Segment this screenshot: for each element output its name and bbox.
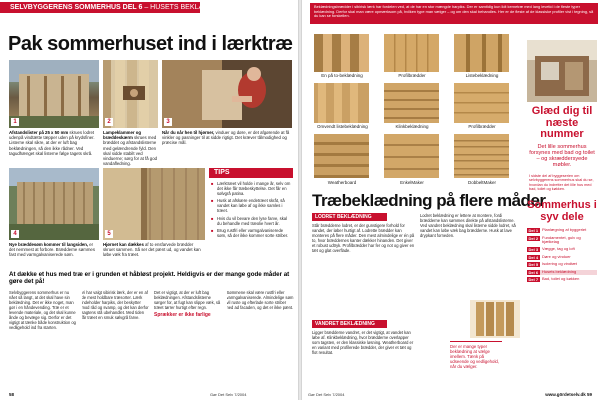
sample-dobbeltmaker <box>454 134 509 178</box>
photo-battens-image <box>9 60 99 128</box>
caption-2-bold: Lampeklammer og bræddeskærm <box>103 130 141 141</box>
part-text: Bad, toilet og køkken <box>542 276 580 282</box>
caption-4 <box>9 242 99 258</box>
part-tag: Del 5 <box>528 262 539 268</box>
sample-label: Profilbrædder <box>468 124 496 129</box>
sidebar-text: Det lille sommerhus forsynes med bad og toilet – og skræddersyede møbler. <box>529 143 595 169</box>
part-text: Fundamentet, gulv og bjælkelag <box>542 234 581 245</box>
sample-liste <box>454 34 509 72</box>
series-part <box>527 236 597 245</box>
photo-number: 4 <box>11 230 19 238</box>
photo-wall-long-image <box>9 168 99 240</box>
detail-diagram-image <box>470 300 520 338</box>
sample-klink-image <box>384 83 439 123</box>
tips-body <box>209 178 293 243</box>
section-bar-vandret: VANDRET BEKLÆDNING <box>312 320 387 328</box>
photo-wall-long <box>9 168 99 240</box>
series-bar <box>0 2 228 13</box>
caption-3-bold: Når du når hen til hjørner, <box>162 130 215 135</box>
series-title: SELVBYGGERENS SOMMERHUS DEL 6 <box>10 4 143 11</box>
caption-1 <box>9 130 99 156</box>
tip-item: ■ Hvis du vil bevare den lyse farve, skal du behandle med træolie hvert år. <box>211 216 291 226</box>
subhead: Sprækker er ikke farlige <box>154 312 211 318</box>
sample-omvendt-image <box>314 83 369 123</box>
part-text: Planlægning af byggeriet <box>542 227 587 233</box>
photo-lampeklammer <box>103 60 158 128</box>
sidebar-photo-image <box>527 40 597 102</box>
caption-5 <box>103 242 205 258</box>
body-column-4 <box>227 290 295 390</box>
sample-profil-1 <box>384 34 439 72</box>
photo-number: 3 <box>164 118 172 126</box>
series-parts-list <box>527 228 597 282</box>
section-bar-lodret: LODRET BEKLÆDNING <box>312 213 387 221</box>
photo-corner-boards-image <box>103 168 205 240</box>
body-column-3 <box>154 290 222 390</box>
body-text: Sømmene skal være rustfri eller varmgalvaniserede. Almindelige søm vil ruste og efterlade sorte striber ned ad facaden, og det er ikke pænt. <box>226 290 294 310</box>
photo-corner <box>162 60 292 128</box>
series-part <box>527 247 597 252</box>
intro-box: Beklædningsbrædder i sibirisk lærk har fordelen ved, at de har en stor mængde harpiks. Der er samtidig kun lidt kernetræ med lang levetid i de fleste typer beklædning. Derfor skal man være opmærksom på, hvilken type man vælger – og om den skal behandles. Her er de fleste af de klassiske profiler vist i tegning, så du kan se forskellen. <box>310 3 598 24</box>
sample-label: DobbeltMaker <box>467 180 496 185</box>
photo-number: 1 <box>11 118 19 126</box>
tips-title: TIPS <box>209 168 293 178</box>
section-headline: Træbeklædning på flere måder <box>312 191 546 210</box>
page-headline: Pak sommerhuset ind i lærktræ <box>8 33 293 55</box>
part-tag: Del 2 <box>528 235 539 241</box>
caption-1-bold: Afstandslister på 25 x 50 mm <box>9 130 69 135</box>
sample-label: Weatherboard <box>327 180 357 185</box>
website-and-page <box>545 392 592 397</box>
caption-4-text: er det nemmest at forbore. Brædderne sømmes fast med varmgalvaniserede søm. <box>9 242 95 258</box>
series-part <box>527 262 597 267</box>
photo-number: 2 <box>105 118 113 126</box>
series-subtitle: – HUSETS BEKLÆDNING <box>144 4 228 11</box>
folio-source-right: Gør Det Selv 7/2004 <box>308 392 345 397</box>
body-column-1 <box>9 290 77 390</box>
part-tag: Del 6 <box>528 269 539 275</box>
sample-en-paa-to-image <box>314 34 369 72</box>
sidebar-small: I sidste del af byggeserien om selvbyggerens sommerhus skal du se, hvordan du indretter det lille hus med bad, toilet og køkken. <box>529 173 594 192</box>
sidebar-headline: Glæd dig til næste nummer <box>531 105 593 140</box>
caption-5-bold: Hjørnet kan dækkes <box>103 242 144 247</box>
photo-corner-image <box>162 60 292 128</box>
folio-source-left: Gør Det Selv 7/2004 <box>210 392 247 397</box>
part-text: Isolering og vindtæt <box>542 261 577 267</box>
part-text: Vægge, tag og loft <box>542 246 575 252</box>
right-page <box>302 0 600 400</box>
column-2-text: Lodret beklædning er lettere at montere, fordi brædderne kan sømmes direkte på afstandslisterne. Ved vandret beklædning skal listerne sidde lodret, så vandet kan løbe væk bag brædderne. Husk at lave drypkant forneden. <box>420 213 516 238</box>
caption-3 <box>162 130 292 146</box>
sidebar-photo <box>527 40 597 102</box>
sample-label: Klinkbeklædning <box>395 124 429 129</box>
tip-item: ■ Lærktræet vil holde i mange år, selv om det ikke får træbeskyttelse. Det får en sølvgrå patina. <box>211 181 291 196</box>
part-tag: Del 1 <box>528 228 539 234</box>
sample-dobbeltmaker-image <box>454 134 509 178</box>
caption-2 <box>103 130 158 166</box>
sample-profil-2 <box>454 83 509 123</box>
sample-liste-image <box>454 34 509 72</box>
part-tag: Del 7 <box>528 277 539 283</box>
part-tag: Del 3 <box>528 247 539 253</box>
sample-label: Profilbrædder <box>398 73 426 78</box>
caption-5-text: af to ensfarvede brædder skruet sammen. Så ser det pænt ud, og vandet kan løbe væk fra træet. <box>103 242 201 258</box>
photo-battens <box>9 60 99 128</box>
caption-1-text: skrues lodret udenpå vindtætte tæpper uden på krydsfiner. Listerne skal sikre, at der er luft bag beklædningen, så den ikke rådner. Ved tagudhænget skal listerne følge tagets skrå. <box>9 130 95 156</box>
sample-weatherboard-image <box>314 134 369 178</box>
body-text: Det er vigtigt, at der er luft bag beklædningen. Afstandslisterne sørger for, at fugt kan slippe væk, så træet tørrer hurtigt efter regn. <box>154 290 221 310</box>
article-body <box>9 290 294 390</box>
section-vandret-text: Ligger brædderne vandret, er det vigtigt, at vandet kan løbe af. Klinkbeklædning, hvor brædderne overlapper som tagsten, er den klassiske løsning. Weatherboard er en variant med profilerede brædder, der giver et tæt og flot resultat. <box>312 330 414 355</box>
caption-4-bold: Nye bræddesøm kommer til langsiden, <box>9 242 89 247</box>
sample-label: Listebeklædning <box>465 73 499 78</box>
sidebar-series-title: Sommerhus i syv dele <box>527 199 597 223</box>
sample-label: En på to-beklædning <box>321 73 363 78</box>
photo-number: 5 <box>105 230 113 238</box>
sample-klink <box>384 83 439 123</box>
page-number-left: 58 <box>9 392 15 397</box>
caption-3-text: vinduer og døre, er det afgørende at få vinkler og pasninger til at sidde rigtigt. Det kræver tålmodighed og præcise mål. <box>162 130 290 146</box>
sample-en-paa-to <box>314 34 369 72</box>
series-part-current <box>527 270 597 275</box>
sample-label: EnkelMaker <box>400 180 424 185</box>
body-text: Vi har valgt sibirisk lærk, der er en af de mest holdbare træsorter. Lærk indeholder harpiks, der beskytter mod råd og svamp, og det kan derfor sagtens stå ubehandlet. Med tiden får træet en smuk sølvgrå farve. <box>81 290 149 320</box>
sample-profil-2-image <box>454 83 509 123</box>
tips-box <box>209 168 293 256</box>
sidebar <box>527 40 597 390</box>
body-text: Selvbyggerens sommerhus er nu nået så langt, at det skal have sin beklædning. Det er ikke noget, man gør i en håndevending. Træ er et levende materiale, og det skal kunne ånde og bevæge sig. Derfor er det vigtigt at tænke både konstruktion og vedligehold ind fra starten. <box>9 290 76 330</box>
sample-enkelmaker-image <box>384 134 439 178</box>
page-number-right: 59 <box>586 392 592 397</box>
sample-weatherboard <box>314 134 369 178</box>
series-part <box>527 255 597 260</box>
caption-2-text: skrues med bræddet og afstandslisterne med gelændrende fyld. Den skal sidde stabilt ved vinduerne; sørg for at få god vandafledning. <box>103 135 157 167</box>
part-tag: Del 4 <box>528 254 539 260</box>
tip-item: ■ Husk at afskære endetræet skråt, så vandet kan løbe af og ikke samles i træet. <box>211 198 291 213</box>
detail-diagram <box>470 300 520 338</box>
part-text: Døre og vinduer <box>542 253 571 259</box>
tip-item: ■ Brug rustfri eller varmgalvaniserede søm, så der ikke kommer sorte striber. <box>211 228 291 238</box>
article-lede: At dække et hus med træ er i grunden et håbløst projekt. Heldigvis er der mange gode måder at gøre det på! <box>9 271 290 286</box>
photo-corner-boards <box>103 168 205 240</box>
sample-label: Omvendt listebeklædning <box>317 124 368 129</box>
body-column-2 <box>82 290 150 390</box>
website: www.gördetselv.dk <box>545 392 586 397</box>
sample-profil-1-image <box>384 34 439 72</box>
sample-omvendt <box>314 83 369 123</box>
series-part <box>527 277 597 282</box>
part-text: Husets beklædning <box>542 268 577 274</box>
pull-quote: Der er mange typer beklædning at vælge imellem. Tænk på udseende og vedligehold, når du vælger. <box>450 341 502 369</box>
section-lodret-text: Står brædderne lodret, er der gunstigere forhold for vandet, der løber hurtigt af. Lodrette brædder kan monteres på flere måder. Den mest almindelige er én på to, hvor bræddernes kanter dækker hinanden. Det giver et robust udtryk. Profilbrædder har fer og not og giver en tæt og glat overflade. <box>312 223 415 253</box>
series-part <box>527 228 597 233</box>
sample-enkelmaker <box>384 134 439 178</box>
left-page <box>0 0 298 400</box>
